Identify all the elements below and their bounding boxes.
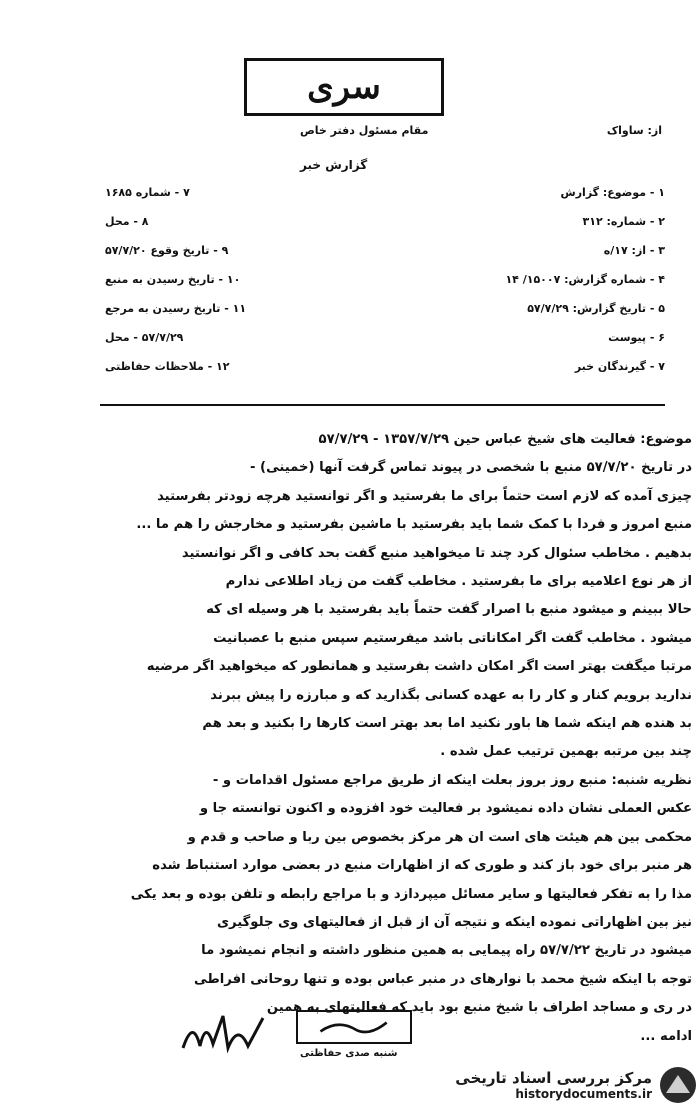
form-field-left: ۵۷/۷/۲۹ - محل (105, 331, 184, 344)
body-line: نظریه شنبه: منبع روز بروز بعلت اینکه از طریق مراجع مسئول اقدامات و - (212, 772, 692, 788)
body-line: مذا را به تفکر فعالیتها و سایر مسائل میپردازد و با مراجع رابطه و تلفن بوده و بعد یکی (130, 886, 692, 902)
body-line: چند بین مرتبه بهمین ترتیب عمل شده . (440, 744, 692, 760)
form-field-left: ۷ - شماره ۱۶۸۵ (105, 186, 190, 199)
body-line: از هر نوع اعلامیه برای ما بفرستید . مخاطب گفت من زیاد اطلاعی ندارم (225, 574, 692, 590)
form-field-left: ۸ - محل (105, 215, 149, 228)
form-row (105, 360, 665, 382)
body-line: موضوع: فعالیت های شیخ عباس حین ۱۳۵۷/۷/۲۹ - ۵۷/۷/۲۹ (318, 432, 692, 447)
watermark-logo-icon (658, 1065, 698, 1105)
body-line: بد هنده هم اینکه شما ها باور نکنید اما بعد بهتر است کارها را بکنید و بعد هم (202, 716, 692, 732)
body-line: ادامه ... (640, 1028, 692, 1044)
body-line: میشود . مخاطب گفت اگر امکاناتی باشد میفرستیم سپس منبع با عصبانیت (213, 630, 692, 646)
body-line: توجه با اینکه شیخ محمد با نوارهای در منبر عباس بوده و تنها روحانی افراطی (193, 971, 692, 987)
footer-stamp (296, 1010, 412, 1044)
form-row (105, 331, 665, 353)
form-row (105, 302, 665, 324)
form-field-right: ۶ - پیوست (608, 331, 665, 344)
classification-stamp: سری (244, 58, 444, 116)
form-field-right: ۷ - گیرندگان خبر (574, 360, 665, 373)
header-center-label: مقام مسئول دفتر خاص (300, 124, 429, 137)
header-divider (100, 404, 665, 406)
form-row (105, 273, 665, 295)
watermark-site-url: historydocuments.ir (515, 1087, 652, 1101)
report-title: گزارش خبر (300, 158, 368, 172)
form-row (105, 244, 665, 266)
form-row (105, 186, 665, 208)
form-field-right: ۱ - موضوع: گزارش (560, 186, 665, 199)
body-line: محکمی بین هم هیئت های است ان هر مرکز بخصوص بین ربا و صاحب و قدم و (187, 829, 692, 845)
form-field-left: ۱۲ - ملاحظات حفاظتی (105, 360, 230, 373)
body-line: مرتبا میگفت بهتر است اگر امکان داشت بفرستید و همانطور که میخواهید اگر مرضیه (146, 659, 692, 675)
body-line: در تاریخ ۵۷/۷/۲۰ منبع با شخصی در پیوند تماس گرفت آنها (خمینی) - (249, 460, 692, 476)
body-line: حالا ببینم و میشود منبع با اصرار گفت حتماً باید بفرستید با هر وسیله ای که (206, 602, 692, 618)
form-field-left: ۱۱ - تاریخ رسیدن به مرجع (105, 302, 247, 315)
form-row (105, 215, 665, 237)
form-field-right: ۲ - شماره: ۳۱۲ (582, 215, 665, 228)
body-line: میشود در تاریخ ۵۷/۷/۲۲ راه پیمایی به همین منظور داشته و انجام نمیشود ما (201, 943, 692, 959)
header-right-label: از: ساواک (606, 124, 662, 137)
footer-stamp-label: شنبه صدی حفاظتی (300, 1048, 398, 1059)
body-line: چیزی آمده که لازم است حتماً برای ما بفرستید و اگر توانستید هرچه زودتر بفرستید (157, 488, 692, 504)
body-line: در ری و مساجد اطراف با شیخ منبع بود باید که فعالیتهای به همین (266, 1000, 692, 1016)
body-line: عکس العملی نشان داده نمیشود بر فعالیت خود افزوده و اکنون توانسته جا و (199, 801, 692, 817)
body-line: هر منبر برای خود باز کند و طوری که از اظهارات منبع در بعضی موارد استنباط شده (152, 858, 692, 874)
report-body (72, 426, 692, 1051)
body-line: منبع امروز و فردا با کمک شما باید بفرستید با ماشین بفرستید و مخارجش را هم ما ... (136, 517, 692, 533)
body-line: بدهیم . مخاطب سئوال کرد چند تا میخواهید منبع گفت بحد کافی و اگر نوانستید (181, 545, 692, 561)
form-field-right: ۴ - شماره گزارش: ۱۵۰۰۷/ ۱۴ (505, 273, 665, 286)
signature (178, 1008, 278, 1058)
body-line: ندارید برویم کنار و کار را به عهده کسانی بگذارید که و مبارزه را پیش ببرند (210, 687, 692, 703)
watermark-site-name: مرکز بررسی اسناد تاریخی (455, 1069, 652, 1087)
body-line: نیز بین اظهاراتی نموده اینکه و نتیجه آن از قبل از فعالیتهای وی جلوگیری (216, 914, 692, 930)
form-field-left: ۱۰ - تاریخ رسیدن به منبع (105, 273, 241, 286)
watermark (408, 1064, 698, 1106)
form-field-left: ۹ - تاریخ وقوع ۵۷/۷/۲۰ (105, 244, 229, 257)
form-field-right: ۳ - از: ۱۷/ه (603, 244, 665, 257)
form-field-right: ۵ - تاریخ گزارش: ۵۷/۷/۲۹ (527, 302, 665, 315)
